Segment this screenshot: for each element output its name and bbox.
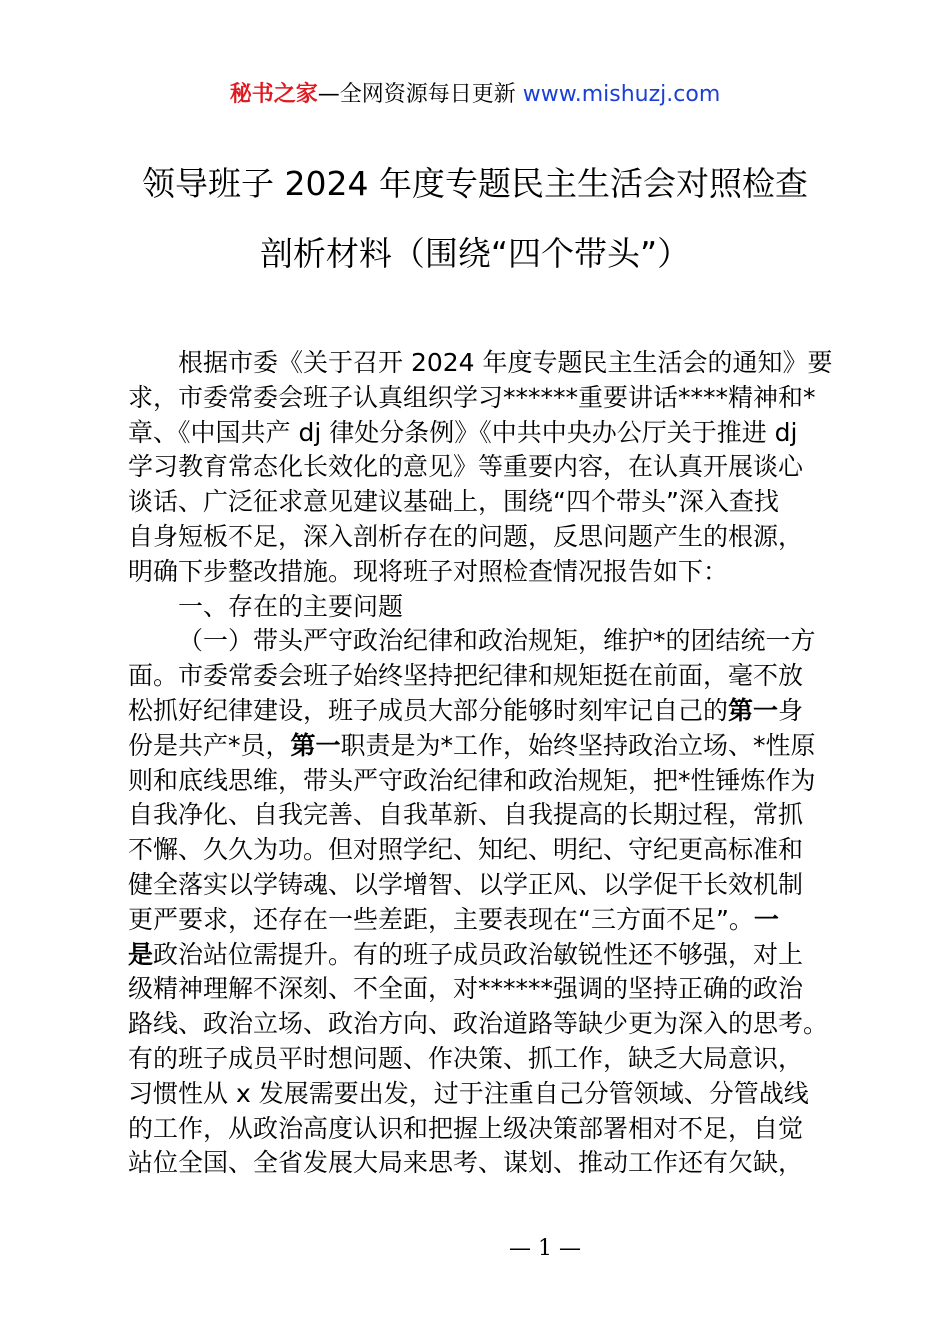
bold-run: 第一	[290, 730, 341, 760]
subsection-heading: （一）带头严守政治纪律和政治规矩，维护*的团结统一方	[178, 626, 816, 656]
document-body	[128, 346, 834, 1181]
section-heading: 一、存在的主要问题	[178, 591, 404, 621]
body-line: 明确下步整改措施。现将班子对照检查情况报告如下：	[128, 556, 729, 586]
body-line: 自我净化、自我完善、自我革新、自我提高的长期过程，常抓	[128, 800, 804, 830]
body-text-run: 身	[778, 695, 804, 725]
site-header	[0, 80, 950, 110]
body-text-run: 更严要求，还存在一些差距，主要表现在“三方面不足”。	[128, 904, 754, 934]
body-line: 站位全国、全省发展大局来思考、谋划、推动工作还有欠缺，	[128, 1148, 804, 1178]
brand-name: 秘书之家	[229, 82, 318, 107]
body-text-run: 份是共产*员，	[128, 730, 291, 760]
body-line: 习惯性从 x 发展需要出发，过于注重自己分管领域、分管战线	[128, 1078, 809, 1108]
body-line: 健全落实以学铸魂、以学增智、以学正风、以学促干长效机制	[128, 869, 804, 899]
body-line: 有的班子成员平时想问题、作决策、抓工作，缺乏大局意识，	[128, 1043, 804, 1073]
site-url[interactable]: www.mishuzj.com	[522, 82, 721, 107]
body-line: 谈话、广泛征求意见建议基础上，围绕“四个带头”深入查找	[128, 487, 779, 517]
bold-run: 是	[128, 939, 154, 969]
body-line: 级精神理解不深刻、不全面，对******强调的坚持正确的政治	[128, 974, 804, 1004]
title-line-1: 领导班子 2024 年度专题民主生活会对照检查	[142, 164, 808, 203]
body-line: 面。市委常委会班子始终坚持把纪律和规矩挺在前面，毫不放	[128, 661, 804, 691]
body-text-run: 松抓好纪律建设，班子成员大部分能够时刻牢记自己的	[128, 695, 729, 725]
body-line: 不懈、久久为功。但对照学纪、知纪、明纪、守纪更高标准和	[128, 835, 804, 865]
body-line: 路线、政治立场、政治方向、政治道路等缺少更为深入的思考。	[128, 1009, 829, 1039]
body-line: 根据市委《关于召开 2024 年度专题民主生活会的通知》要	[178, 348, 833, 377]
body-line	[128, 938, 834, 973]
body-line: 学习教育常态化长效化的意见》等重要内容，在认真开展谈心	[128, 452, 804, 482]
body-line: 则和底线思维，带头严守政治纪律和政治规矩，把*性锤炼作为	[128, 765, 816, 795]
body-line: 章、《中国共产 dj 律处分条例》《中共中央办公厅关于推进 dj	[128, 417, 798, 447]
title-line-2: 剖析材料（围绕“四个带头”）	[259, 234, 691, 273]
bold-run: 一	[753, 904, 779, 934]
header-tagline: —全网资源每日更新	[317, 82, 523, 107]
body-line: 求，市委常委会班子认真组织学习******重要讲话****精神和*	[128, 382, 816, 412]
document-title	[100, 162, 850, 302]
bold-run: 第一	[728, 695, 779, 725]
body-text-run: 政治站位需提升。有的班子成员政治敏锐性还不够强，对上	[153, 939, 804, 969]
body-line	[128, 694, 834, 729]
body-line	[128, 903, 834, 938]
body-line	[128, 729, 834, 764]
body-line: 的工作，从政治高度认识和把握上级决策部署相对不足，自觉	[128, 1113, 804, 1143]
body-text-run: 职责是为*工作，始终坚持政治立场、*性原	[340, 730, 816, 760]
page-number: — 1 —	[509, 1236, 581, 1261]
body-line: 自身短板不足，深入剖析存在的问题，反思问题产生的根源，	[128, 521, 804, 551]
